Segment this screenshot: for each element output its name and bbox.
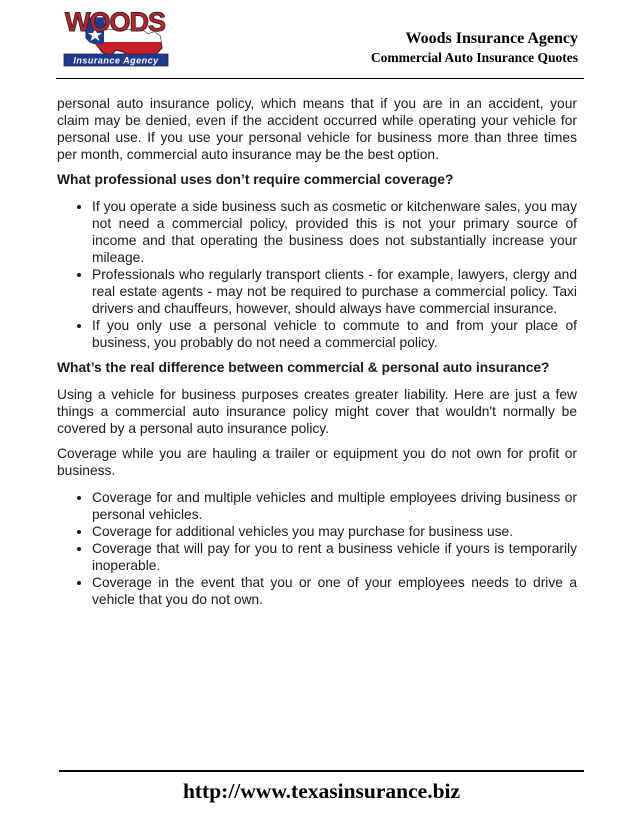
logo-banner-text: Insurance Agency bbox=[73, 55, 159, 66]
woods-logo bbox=[56, 4, 174, 68]
footer-url[interactable]: http://www.texasinsurance.biz bbox=[182, 779, 461, 803]
section-heading-professional-uses: What professional uses don’t require commercial coverage? bbox=[57, 172, 454, 187]
texas-star-logo-icon bbox=[56, 4, 174, 68]
list-item: • Coverage in the event that you or one of your employees needs to drive a vehicle that you do not own. bbox=[92, 574, 577, 608]
logo-wordmark: WOODS bbox=[65, 7, 165, 37]
trailer-paragraph: Coverage while you are hauling a trailer or equipment you do not own for profit or business. bbox=[57, 446, 577, 478]
agency-block bbox=[371, 29, 578, 66]
document-body bbox=[57, 95, 577, 616]
list-item: • Coverage that will pay for you to rent a business vehicle if yours is temporarily inoperable. bbox=[92, 540, 577, 574]
header-divider bbox=[56, 78, 584, 79]
section-heading-real-difference: What’s the real difference between commercial & personal auto insurance? bbox=[57, 360, 550, 375]
list-item: • If you only use a personal vehicle to commute to and from your place of business, you probably do not need a commercial policy. bbox=[92, 317, 577, 351]
intro-paragraph: personal auto insurance policy, which means that if you are in an accident, your claim may be denied, even if the accident occurred while operating your vehicle for personal use. If you use your personal vehicle for business more than three times per month, commercial auto insurance may be the best option. bbox=[57, 96, 577, 162]
page-header bbox=[56, 0, 582, 82]
liability-paragraph: Using a vehicle for business purposes creates greater liability. Here are just a few things a commercial auto insurance policy might cover that wouldn't normally be covered by a personal auto insurance policy. bbox=[57, 387, 577, 436]
coverage-list bbox=[57, 489, 577, 608]
list-item: • Coverage for and multiple vehicles and multiple employees driving business or personal vehicles. bbox=[92, 489, 577, 523]
list-item: • Coverage for additional vehicles you may purchase for business use. bbox=[92, 523, 577, 540]
agency-subtitle: Commercial Auto Insurance Quotes bbox=[370, 50, 578, 65]
list-item: • Professionals who regularly transport clients - for example, lawyers, clergy and real estate agents - may not be required to purchase a commercial policy. Taxi drivers and chauffeurs, however, should always have commercial insurance. bbox=[92, 266, 577, 317]
professional-uses-list bbox=[57, 198, 577, 351]
footer-divider bbox=[59, 770, 584, 772]
agency-name: Woods Insurance Agency bbox=[405, 30, 578, 47]
list-item: • If you operate a side business such as cosmetic or kitchenware sales, you may not need a commercial policy, provided this is not your primary source of income and that operating the business does not substantially increase your mileage. bbox=[92, 198, 577, 266]
